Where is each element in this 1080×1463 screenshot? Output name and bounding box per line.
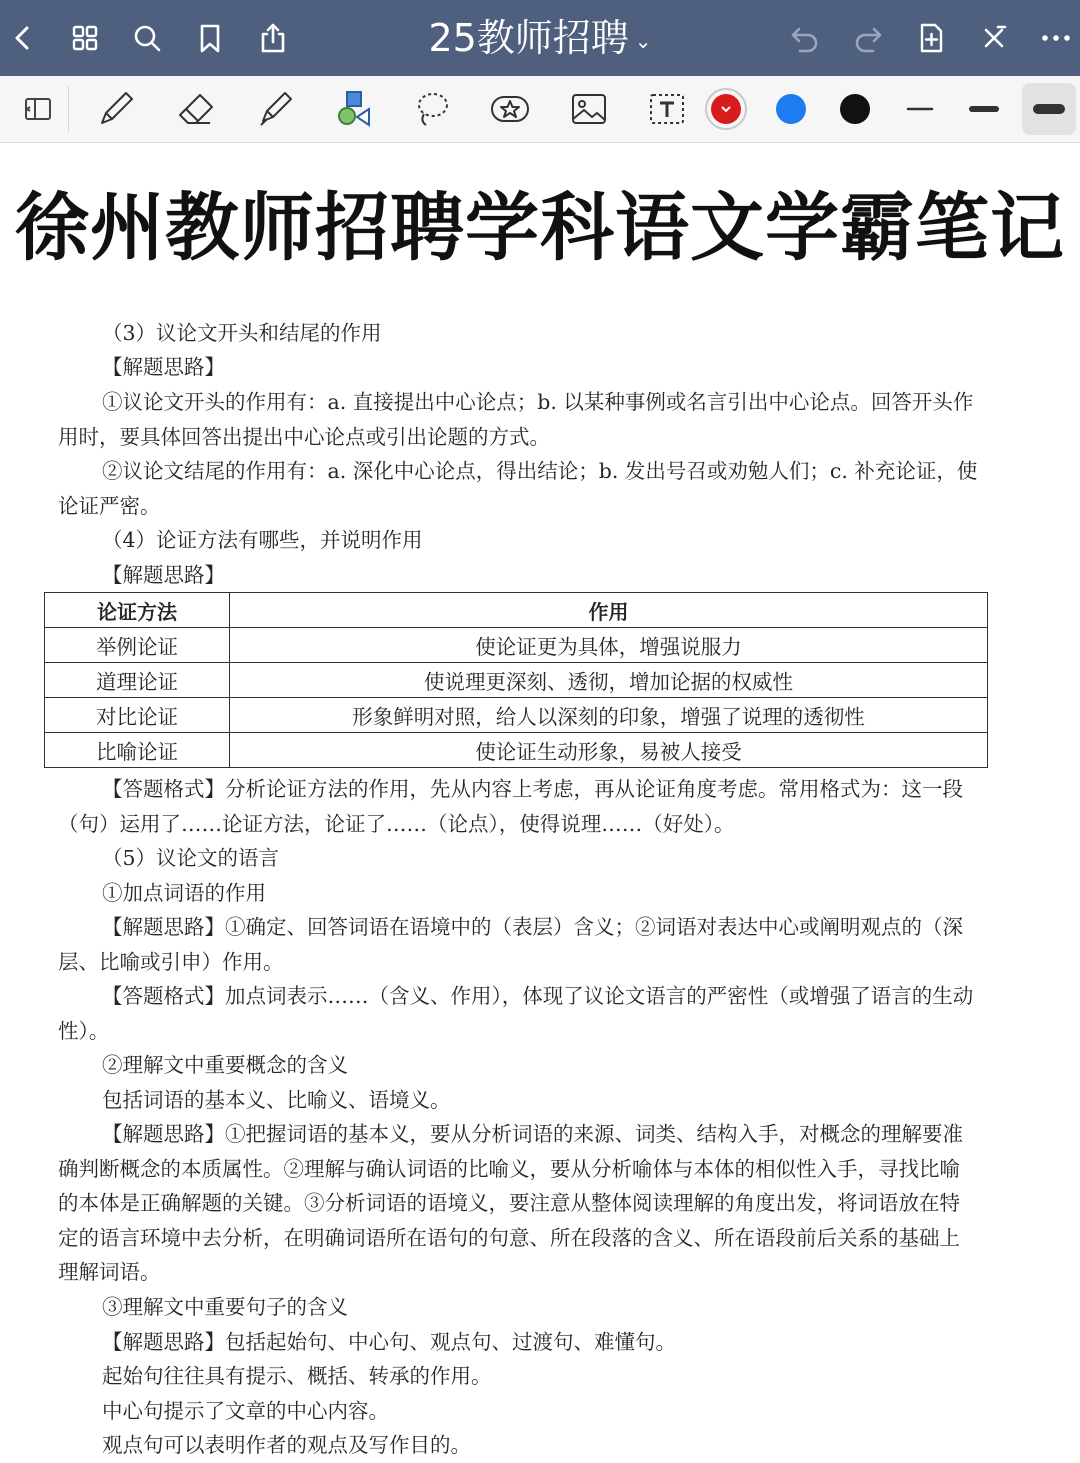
section-5-subtitle-3: ③理解文中重要句子的含义 xyxy=(102,1295,348,1319)
section-5-paragraph-1: 【解题思路】①确定、回答词语在语境中的（表层）含义；②词语对表达中心或阐明观点的（深层、比喻或引申）作用。 xyxy=(58,915,963,974)
section-5-line-2: 中心句提示了文章的中心内容。 xyxy=(102,1399,389,1423)
text-icon[interactable] xyxy=(641,83,693,135)
top-app-bar xyxy=(0,0,1080,76)
section-5-subtitle-2: ②理解文中重要概念的含义 xyxy=(102,1053,348,1077)
toolbar-divider xyxy=(68,86,69,132)
color-swatch-blue[interactable] xyxy=(765,83,817,135)
table-row xyxy=(45,628,988,663)
section-5-subtitle-1: ①加点词语的作用 xyxy=(102,881,266,905)
chevron-down-icon[interactable]: ⌄ xyxy=(634,28,652,53)
section-5-title: （5）议论文的语言 xyxy=(102,846,280,870)
shapes-icon[interactable] xyxy=(327,83,379,135)
table-cell: 比喻论证 xyxy=(45,733,230,768)
undo-icon[interactable] xyxy=(786,19,824,57)
section-5-paragraph-4: 【解题思路】包括起始句、中心句、观点句、过渡句、难懂句。 xyxy=(102,1330,676,1354)
layout-icon[interactable] xyxy=(12,83,64,135)
color-swatch-black[interactable] xyxy=(829,83,881,135)
table-cell: 使论证生动形象，易被人接受 xyxy=(230,733,988,768)
pen-icon[interactable] xyxy=(90,83,142,135)
add-page-icon[interactable] xyxy=(912,19,950,57)
table-header-cell: 作用 xyxy=(230,593,988,628)
section-3-title: （3）议论文开头和结尾的作用 xyxy=(102,321,382,345)
section-4-hint: 【解题思路】 xyxy=(102,563,225,587)
document-title-text[interactable]: 25教师招聘 xyxy=(428,16,629,60)
table-cell: 对比论证 xyxy=(45,698,230,733)
section-4-answer-format: 【答题格式】分析论证方法的作用，先从内容上考虑，再从论证角度考虑。常用格式为：这一段（句）运用了……论证方法，论证了……（论点），使得说理……（好处）。 xyxy=(58,777,963,836)
close-icon[interactable] xyxy=(975,19,1013,57)
highlighter-icon[interactable] xyxy=(249,83,301,135)
table-cell: 使说理更深刻、透彻，增加论据的权威性 xyxy=(230,663,988,698)
stroke-medium[interactable] xyxy=(958,83,1010,135)
table-cell: 形象鲜明对照，给人以深刻的印象，增强了说理的透彻性 xyxy=(230,698,988,733)
section-3-hint: 【解题思路】 xyxy=(102,355,225,379)
section-5-paragraph-2: 【答题格式】加点词表示……（含义、作用），体现了议论文语言的严密性（或增强了语言的生动性）。 xyxy=(58,984,974,1043)
table-row xyxy=(45,698,988,733)
more-icon[interactable] xyxy=(1037,19,1075,57)
table-row xyxy=(45,663,988,698)
section-3-paragraph-2: ②议论文结尾的作用有：a. 深化中心论点，得出结论；b. 发出号召或劝勉人们；c. 补充论证，使论证严密。 xyxy=(58,459,978,518)
table-cell: 道理论证 xyxy=(45,663,230,698)
drawing-toolbar xyxy=(0,76,1080,143)
table-cell: 使论证更为具体，增强说服力 xyxy=(230,628,988,663)
argument-methods-table xyxy=(44,592,988,768)
page-heading: 徐州教师招聘学科语文学霸笔记 xyxy=(15,185,1065,271)
section-5-line-3: 观点句可以表明作者的观点及写作目的。 xyxy=(102,1433,471,1457)
section-5-subtitle-2-desc: 包括词语的基本义、比喻义、语境义。 xyxy=(102,1088,451,1112)
table-header-row xyxy=(45,593,988,628)
section-4-title: （4）论证方法有哪些，并说明作用 xyxy=(102,528,423,552)
section-5-paragraph-3: 【解题思路】①把握词语的基本义，要从分析词语的来源、词类、结构入手，对概念的理解要准确判断概念的本质属性。②理解与确认词语的比喻义，要从分析喻体与本体的相似性入手，寻找比喻的本体是正确解题的关键。③分析词语的语境义，要注意从整体阅读理解的角度出发，将词语放在特定的语言环境中去分析，在明确词语所在语句的句意、所在段落的含义、所在语段前后关系的基础上理解词语。 xyxy=(58,1122,963,1285)
table-cell: 举例论证 xyxy=(45,628,230,663)
table-header-cell: 论证方法 xyxy=(45,593,230,628)
lasso-icon[interactable] xyxy=(406,83,458,135)
stroke-thin[interactable] xyxy=(894,83,946,135)
color-swatch-red[interactable] xyxy=(700,83,752,135)
table-row xyxy=(45,733,988,768)
stroke-thick[interactable] xyxy=(1022,83,1076,135)
eraser-icon[interactable] xyxy=(170,83,222,135)
section-3-paragraph-1: ①议论文开头的作用有：a. 直接提出中心论点；b. 以某种事例或名言引出中心论点。回答开头作用时，要具体回答出提出中心论点或引出论题的方式。 xyxy=(58,390,974,449)
sticker-icon[interactable] xyxy=(484,83,536,135)
image-icon[interactable] xyxy=(563,83,615,135)
redo-icon[interactable] xyxy=(849,19,887,57)
section-5-line-1: 起始句往往具有提示、概括、转承的作用。 xyxy=(102,1364,492,1388)
